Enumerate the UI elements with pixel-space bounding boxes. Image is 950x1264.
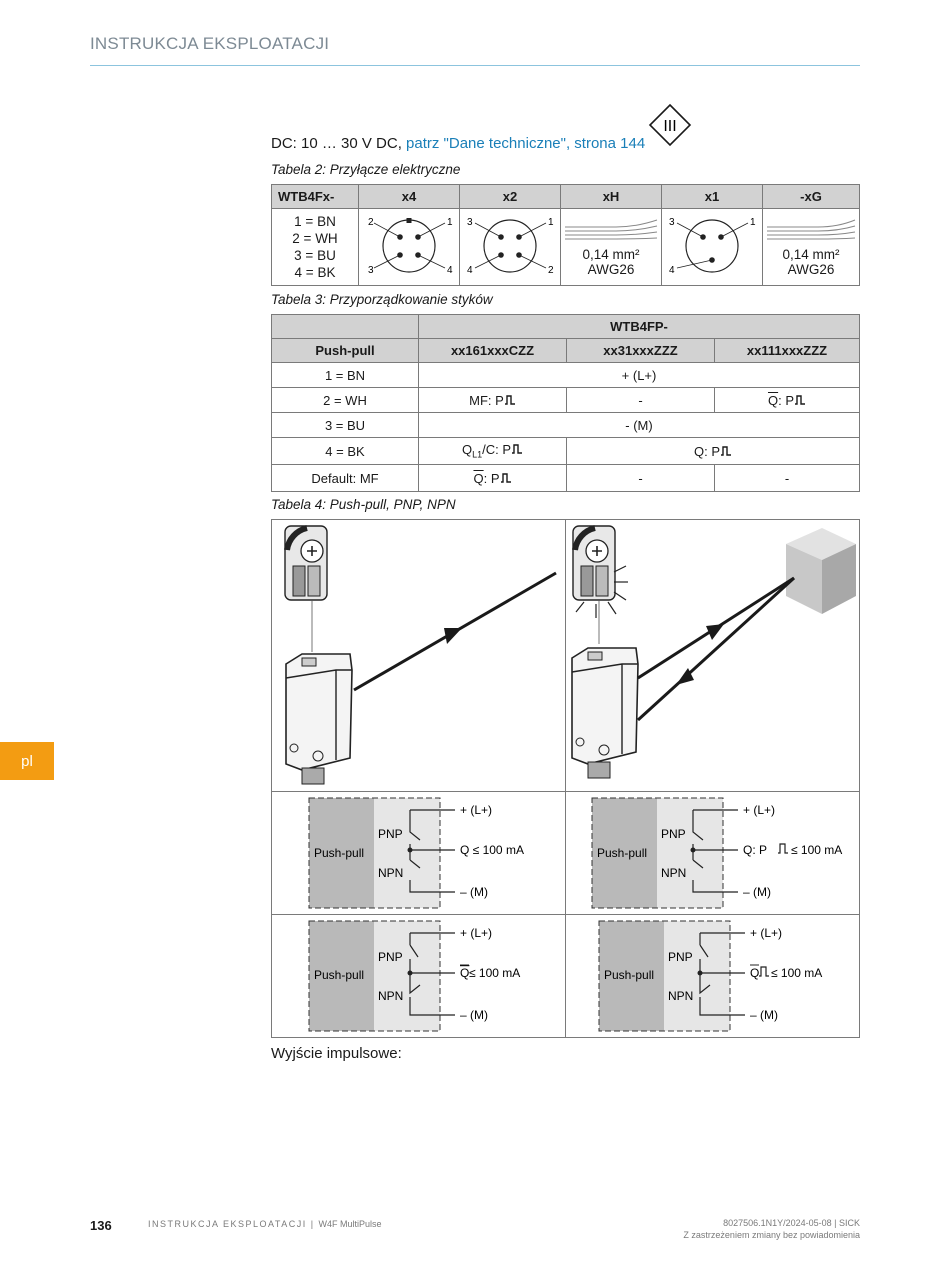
pin-3: 3 = BU [294,248,336,263]
t3-q: Q [461,442,473,458]
pulse-icon [794,395,806,405]
table-row [272,413,860,438]
t3-group-header: WTB4FP- [419,315,860,339]
pulse-icon [759,967,769,976]
circuit-cell-2 [566,792,859,915]
circuit-cell-1 [272,792,566,915]
circuit-pnp-label: PNP [378,950,403,964]
connector-x1-3pin-icon [662,210,762,282]
cable-wires-icon [763,217,859,247]
t3-cell: - [567,388,715,413]
supply-voltage-text: DC: 10 … 30 V DC, [271,135,407,152]
language-tab[interactable]: pl [0,742,54,780]
x4-pin-label: 4 [447,264,453,276]
t2-header-x1: x1 [662,185,763,209]
table-row [272,388,860,413]
circuit-top-label: + (L+) [460,803,493,817]
t3-col-161: xx161xxxCZZ [419,339,567,363]
pushpull-circuit-diagram [272,792,565,914]
circuit-bottom-label: – (M) [460,885,488,899]
x4-pin-label: 3 [368,264,374,276]
protection-class-icon [648,103,692,147]
header-title: INSTRUKCJA EKSPLOATACJI [90,34,330,53]
circuit-top-label: + (L+) [460,926,493,940]
circuit-top-label: + (L+) [743,803,776,817]
t3-text: Q: P [693,443,720,459]
circuit-bottom-label: – (M) [750,1008,778,1022]
cable-wires-icon [561,217,661,247]
circuit-cell-4 [566,915,859,1038]
circuit-block-label: Push-pull [604,968,655,982]
table3-caption: Tabela 3: Przyporządkowanie styków [271,292,493,307]
circuit-pnp-label: PNP [668,950,693,964]
connector-x2 [460,209,561,286]
sensor-no-target-illustration [272,520,565,791]
circuit-block-label: Push-pull [314,968,365,982]
supply-voltage-line [271,135,645,152]
t3-q-bar: $\overline{Q}$ [767,392,779,408]
pin-assignment-table [271,314,860,492]
circuit-out-label: ≤ 100 mA [771,966,823,980]
t3-cell: - [715,465,860,492]
connector-x2-4pin-icon [460,210,560,282]
t3-text: MF: P [469,392,504,408]
pin-legend [272,209,359,286]
circuit-out-label-a: Q: P [743,843,768,857]
circuit-out-q: Q [460,966,470,980]
pushpull-circuit-diagram [566,915,858,1037]
circuit-bottom-label: – (M) [460,1008,488,1022]
t3-cell: - (M) [419,413,860,438]
circuit-out-q: Q [750,966,760,980]
pulse-icon [500,473,512,483]
t3-pin: Default: MF [272,465,419,492]
pin-2: 2 = WH [292,231,338,246]
x4-pin-label: 2 [368,216,374,228]
footer-product: W4F MultiPulse [318,1219,382,1229]
circuit-out-label: ≤ 100 mA [469,966,521,980]
pushpull-circuit-diagram [566,792,858,914]
t2-header-xH: xH [561,185,662,209]
circuit-block-label: Push-pull [597,846,648,860]
circuit-pnp-label: PNP [661,827,686,841]
sensor-no-target-cell [272,520,566,792]
circuit-cell-3 [272,915,566,1038]
t3-empty-header [272,315,419,339]
footer-doc-title [148,1219,382,1229]
table-row [272,363,860,388]
pulse-icon [511,444,523,454]
x1-pin-label: 4 [669,264,675,276]
table2-caption: Tabela 2: Przyłącze elektryczne [271,162,461,177]
pulse-icon [720,446,732,456]
pulse-icon [778,844,788,853]
t3-cell [567,438,860,465]
circuit-npn-label: NPN [378,989,404,1003]
t3-pin: 4 = BK [272,438,419,465]
x2-pin-label: 4 [467,264,473,276]
xH-cross-section: 0,14 mm² [582,247,640,262]
sensor-with-target-illustration [566,520,858,791]
xH-gauge: AWG26 [587,262,635,277]
t3-text: : P [778,392,795,408]
table-row [272,438,860,465]
x1-pin-label: 1 [750,216,756,228]
table-row [272,465,860,492]
connector-x1 [662,209,763,286]
t2-header-xG: -xG [763,185,860,209]
xG-cross-section: 0,14 mm² [782,247,840,262]
t2-header-model: WTB4Fx- [272,185,359,209]
x2-pin-label: 3 [467,216,473,228]
t3-q-bar: $\overline{Q}$ [473,470,484,486]
t3-col-pushpull: Push-pull [272,339,419,363]
t3-pin: 1 = BN [272,363,419,388]
protection-class-symbol: III [663,118,677,135]
circuit-pnp-label: PNP [378,827,403,841]
t3-text: /C: P [482,442,512,458]
t3-cell [419,465,567,492]
x2-pin-label: 2 [548,264,554,276]
t3-pin: 2 = WH [272,388,419,413]
xG-gauge: AWG26 [787,262,835,277]
t3-cell [419,438,567,465]
t3-col-31: xx31xxxZZZ [567,339,715,363]
pulse-output-label: Wyjście impulsowe: [271,1045,402,1062]
pulse-icon [504,395,516,405]
circuit-top-label: + (L+) [750,926,783,940]
connector-x4 [359,209,460,286]
t3-text: : P [483,470,500,486]
x4-pin-label: 1 [447,216,453,228]
connection-table [271,184,860,286]
connector-xG [763,209,860,286]
t2-header-x4: x4 [359,185,460,209]
pin-1: 1 = BN [294,214,336,229]
circuit-npn-label: NPN [378,866,404,880]
t3-cell: - [567,465,715,492]
t3-col-111: xx111xxxZZZ [715,339,860,363]
connector-xH [561,209,662,286]
circuit-out-label: Q ≤ 100 mA [460,843,524,857]
t3-pin: 3 = BU [272,413,419,438]
x1-pin-label: 3 [669,216,675,228]
connector-x4-4pin-icon [359,210,459,282]
pushpull-circuit-diagram [272,915,565,1037]
x2-pin-label: 1 [548,216,554,228]
output-diagram-table [271,519,860,1038]
sensor-with-target-cell [566,520,859,792]
t3-cell [715,388,860,413]
t3-cell [419,388,567,413]
page-number: 136 [90,1218,112,1233]
table4-caption: Tabela 4: Push-pull, PNP, NPN [271,497,456,512]
t3-cell: + (L+) [419,363,860,388]
footer-doc-id: 8027506.1N1Y/2024-05-08 | SICK [723,1218,860,1228]
pin-4: 4 = BK [294,265,336,280]
circuit-out-label-b: ≤ 100 mA [791,843,843,857]
t3-sub: L1 [472,449,483,460]
header-rule [90,65,860,66]
circuit-bottom-label: – (M) [743,885,771,899]
circuit-npn-label: NPN [661,866,687,880]
footer-notice: Z zastrzeżeniem zmiany bez powiadomienia [683,1230,860,1240]
footer-doc-title-text: INSTRUKCJA EKSPLOATACJI | [148,1219,319,1229]
circuit-npn-label: NPN [668,989,694,1003]
t2-header-x2: x2 [460,185,561,209]
circuit-block-label: Push-pull [314,846,365,860]
technical-data-link[interactable]: patrz "Dane techniczne", strona 144 [406,135,646,152]
